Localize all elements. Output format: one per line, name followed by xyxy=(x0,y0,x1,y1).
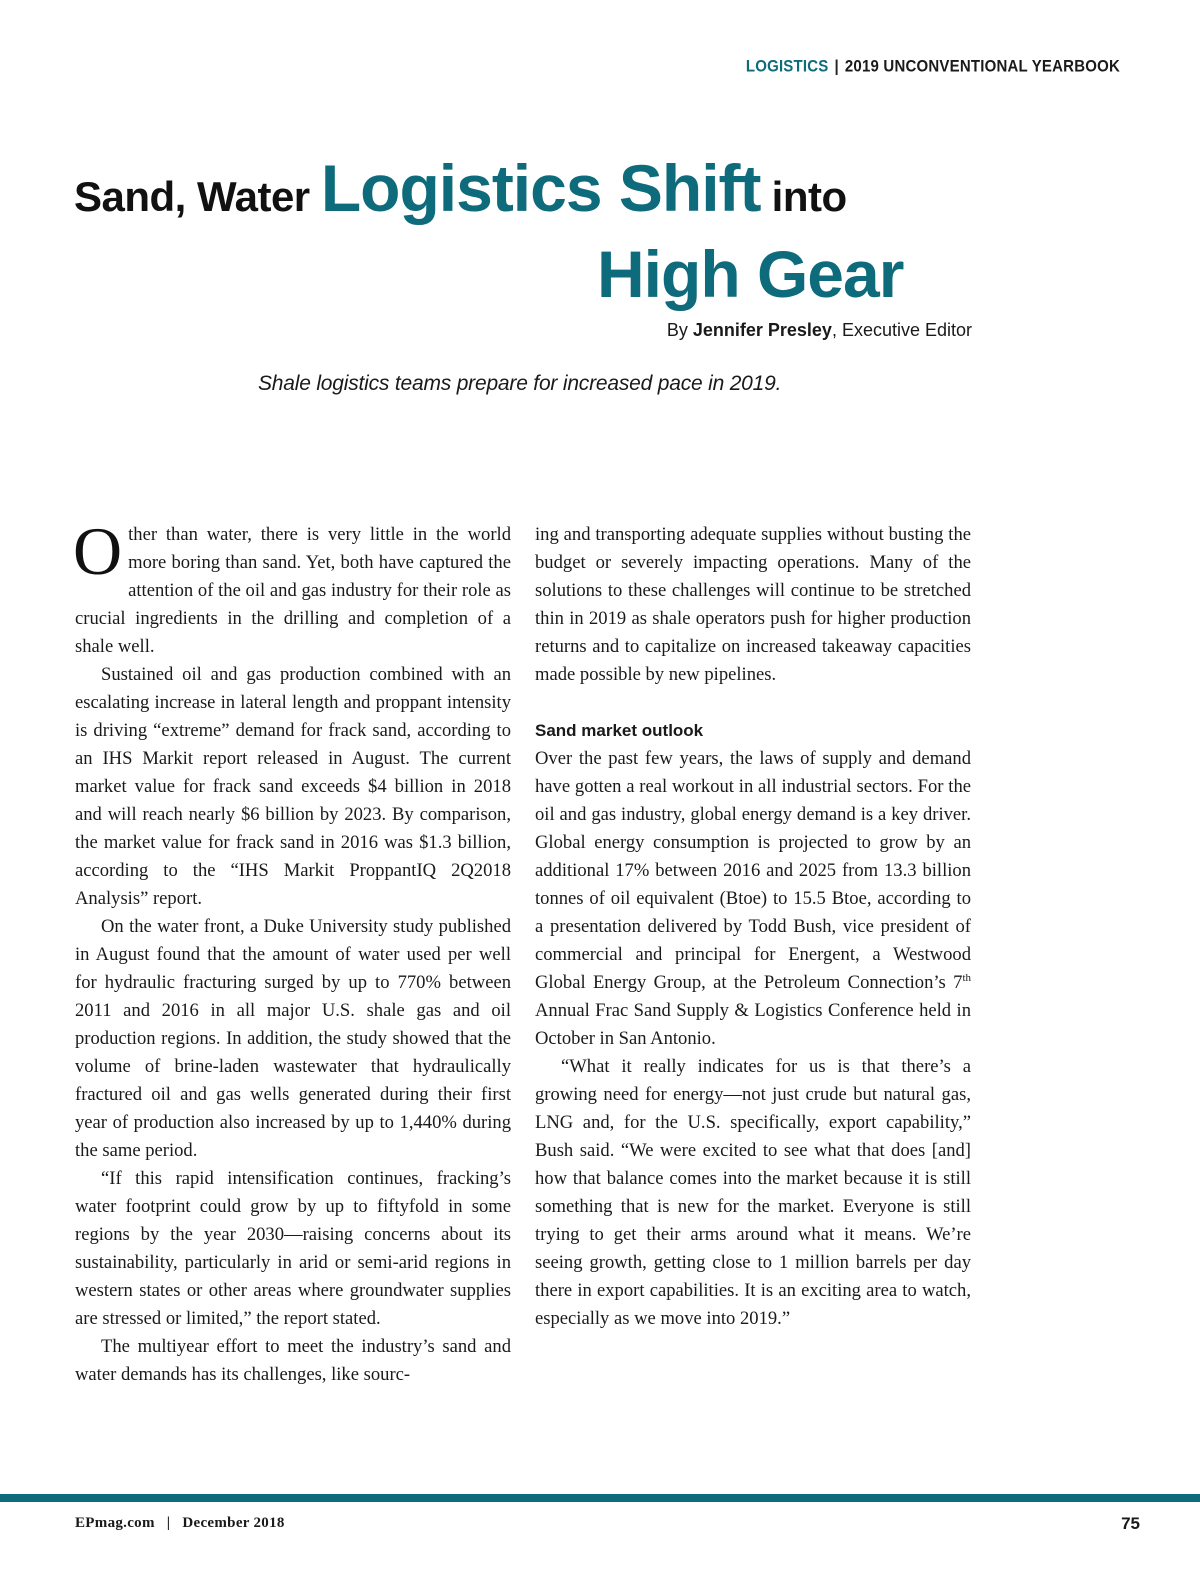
paragraph xyxy=(73,513,511,661)
title-part-3: into xyxy=(760,173,847,220)
footer-separator: | xyxy=(166,1515,171,1531)
footer-date: December 2018 xyxy=(182,1515,285,1531)
paragraph: “If this rapid intensification continues, fracking’s water footprint could grow by up to fiftyfold in some regions by the year 2030—raising concerns about its sustainability, particularly in arid or semi-arid regions in western states or other areas where groundwater supplies are stressed or limited,” the report stated. xyxy=(75,1168,511,1329)
drop-cap: O xyxy=(73,513,123,589)
paragraph: “What it really indicates for us is that there’s a growing need for energy—not just crude but natural gas, LNG and, for the U.S. specifically, export capability,” Bush said. “We were excited to see what that does [and] how that balance comes into the market because it is still something that is new for the market. Everyone is still trying to get their arms around what it means. We’re seeing growth, getting close to 1 million barrels per day there in export capabilities. It is an exciting area to watch, especially as we move into 2019.” xyxy=(535,1056,971,1329)
author-name: Jennifer Presley xyxy=(692,320,832,340)
running-header xyxy=(746,57,1120,75)
paragraph: Sustained oil and gas production combined with an escalating increase in lateral length and proppant intensity is driving “extreme” demand for frack sand, according to an IHS Markit report released in August. The current market value for frack sand exceeds $4 billion in 2018 and will reach nearly $6 billion by 2023. By comparison, the market value for frack sand in 2016 was $1.3 billion, according to the “IHS Markit ProppantIQ 2Q2018 Analysis” report. xyxy=(75,664,511,909)
footer-site: EPmag.com xyxy=(75,1515,155,1531)
title-part-1: Sand, Water xyxy=(74,173,321,220)
paragraph-text: ther than water, there is very little in the world more boring than sand. Yet, both have captured the attention of the oil and gas industry for their role as crucial ingredients in the drilling and completion of a shale well. xyxy=(75,524,511,657)
paragraph: ing and transporting adequate supplies without busting the budget or severely impacting operations. Many of the solutions to these challenges will continue to be stretched thin in 2019 as shale operators push for higher production returns and to capitalize on increased takeaway capacities made possible by new pipelines. xyxy=(535,524,971,685)
header-separator: | xyxy=(834,57,839,76)
section-subhead: Sand market outlook xyxy=(535,721,704,740)
paragraph: On the water front, a Duke University study published in August found that the amount of water used per well for hydraulic fracturing surged by up to 770% between 2011 and 2016 in all major U.S. shale gas and oil production regions. In addition, the study showed that the volume of brine-laden wastewater that hydraulically fractured oil and gas wells generated during their first year of production also increased by up to 1,440% during the same period. xyxy=(75,916,511,1161)
right-column xyxy=(535,521,971,1333)
article-title xyxy=(74,150,847,226)
byline-prefix: By xyxy=(666,320,693,340)
author-role: , Executive Editor xyxy=(831,320,972,340)
paragraph xyxy=(535,745,971,1053)
left-column xyxy=(73,513,511,1389)
paragraph-text: Over the past few years, the laws of supply and demand have gotten a real workout in all industrial sectors. For the oil and gas industry, global energy demand is a key driver. Global energy consumption is projected to grow by an additional 17% between 2016 and 2025 from 13.3 billion tonnes of oil equivalent (Btoe) to 15.5 Btoe, according to a presentation delivered by Todd Bush, vice president of commercial and principal for Energent, a Westwood Global Energy Group, at the Petroleum Connection’s 7 xyxy=(535,748,971,993)
byline xyxy=(667,320,972,341)
footer-rule xyxy=(0,1494,1200,1502)
title-part-2: Logistics Shift xyxy=(320,151,761,225)
footer xyxy=(75,1515,285,1532)
yearbook-label: 2019 UNCONVENTIONAL YEARBOOK xyxy=(844,57,1120,76)
page-number: 75 xyxy=(1121,1514,1140,1533)
paragraph-text: Annual Frac Sand Supply & Logistics Conference held in October in San Antonio. xyxy=(535,1000,971,1049)
paragraph: The multiyear effort to meet the industry’s sand and water demands has its challenges, like sourc- xyxy=(75,1336,511,1385)
article-deck: Shale logistics teams prepare for increased pace in 2019. xyxy=(258,372,782,395)
superscript: th xyxy=(962,971,971,984)
section-label: LOGISTICS xyxy=(745,57,829,76)
title-part-4: High Gear xyxy=(597,237,904,311)
